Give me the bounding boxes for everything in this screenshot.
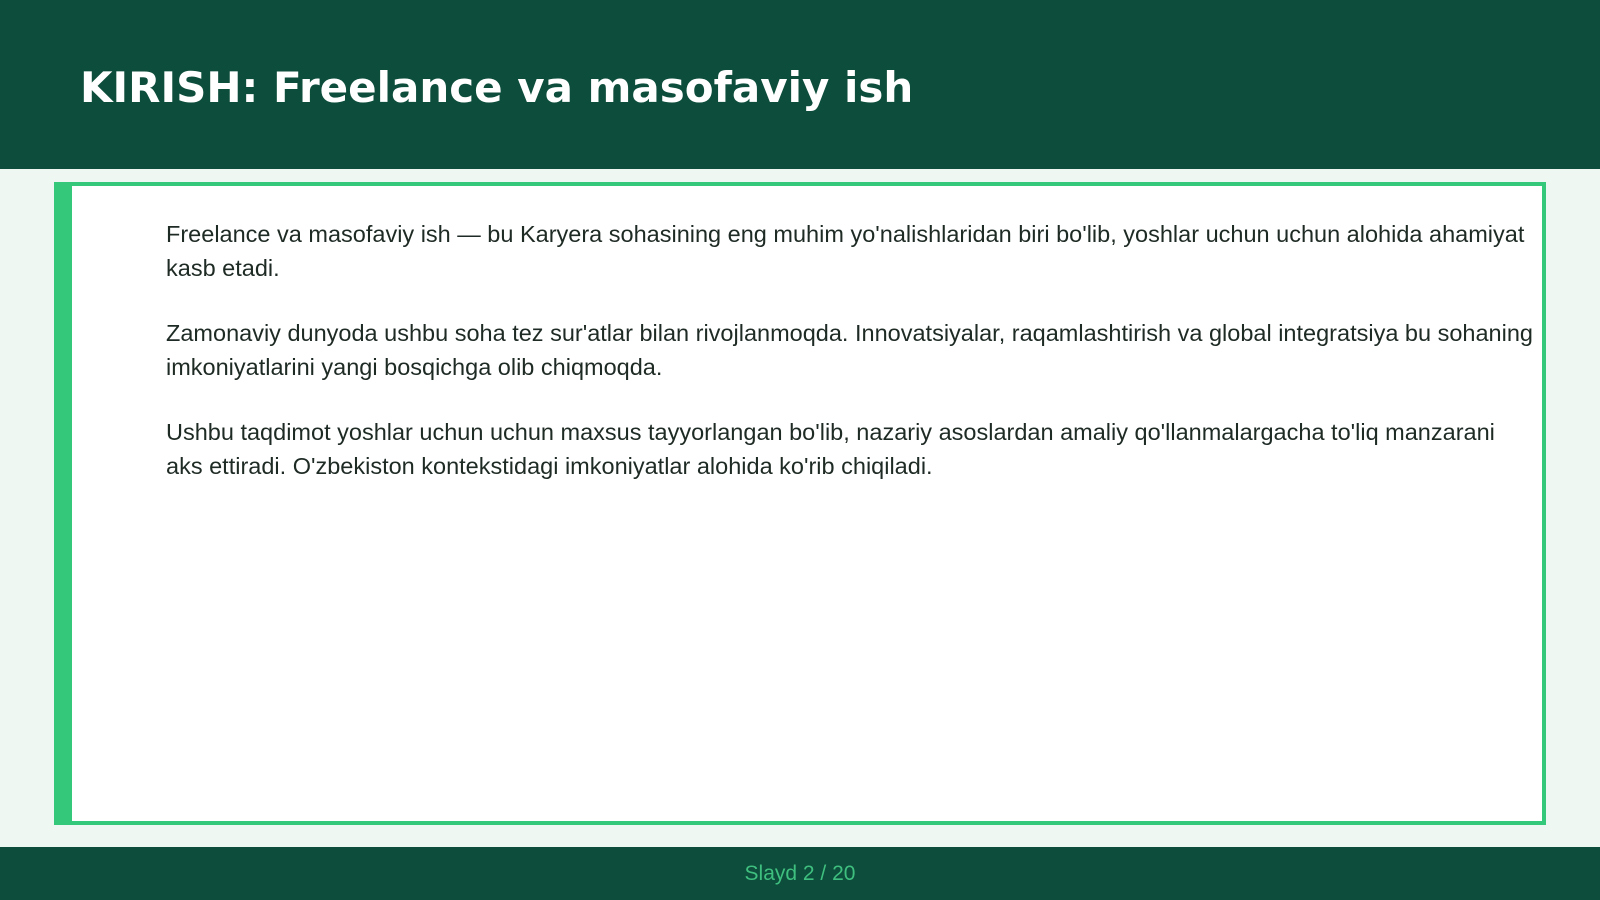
slide-header	[0, 0, 1600, 169]
paragraph-1: Freelance va masofaviy ish — bu Karyera sohasining eng muhim yo'nalishlaridan biri bo'lib, yoshlar uchun uchun alohida ahamiyat kasb etadi.	[166, 221, 1525, 281]
slide-counter: Slayd 2 / 20	[744, 862, 856, 885]
slide-footer	[0, 847, 1600, 900]
paragraph-2: Zamonaviy dunyoda ushbu soha tez sur'atlar bilan rivojlanmoqda. Innovatsiyalar, raqamlashtirish va global integratsiya bu sohaning imkoniyatlarini yangi bosqichga olib chiqmoqda.	[166, 320, 1533, 380]
content-card	[54, 182, 1546, 825]
slide-title: KIRISH: Freelance va masofaviy ish	[80, 63, 914, 112]
content-body	[166, 218, 1536, 515]
paragraph-3: Ushbu taqdimot yoshlar uchun uchun maxsus tayyorlangan bo'lib, nazariy asoslardan amaliy qo'llanmalargacha to'liq manzarani aks ettiradi. O'zbekiston kontekstidagi imkoniyatlar alohida ko'rib chiqiladi.	[166, 419, 1495, 479]
